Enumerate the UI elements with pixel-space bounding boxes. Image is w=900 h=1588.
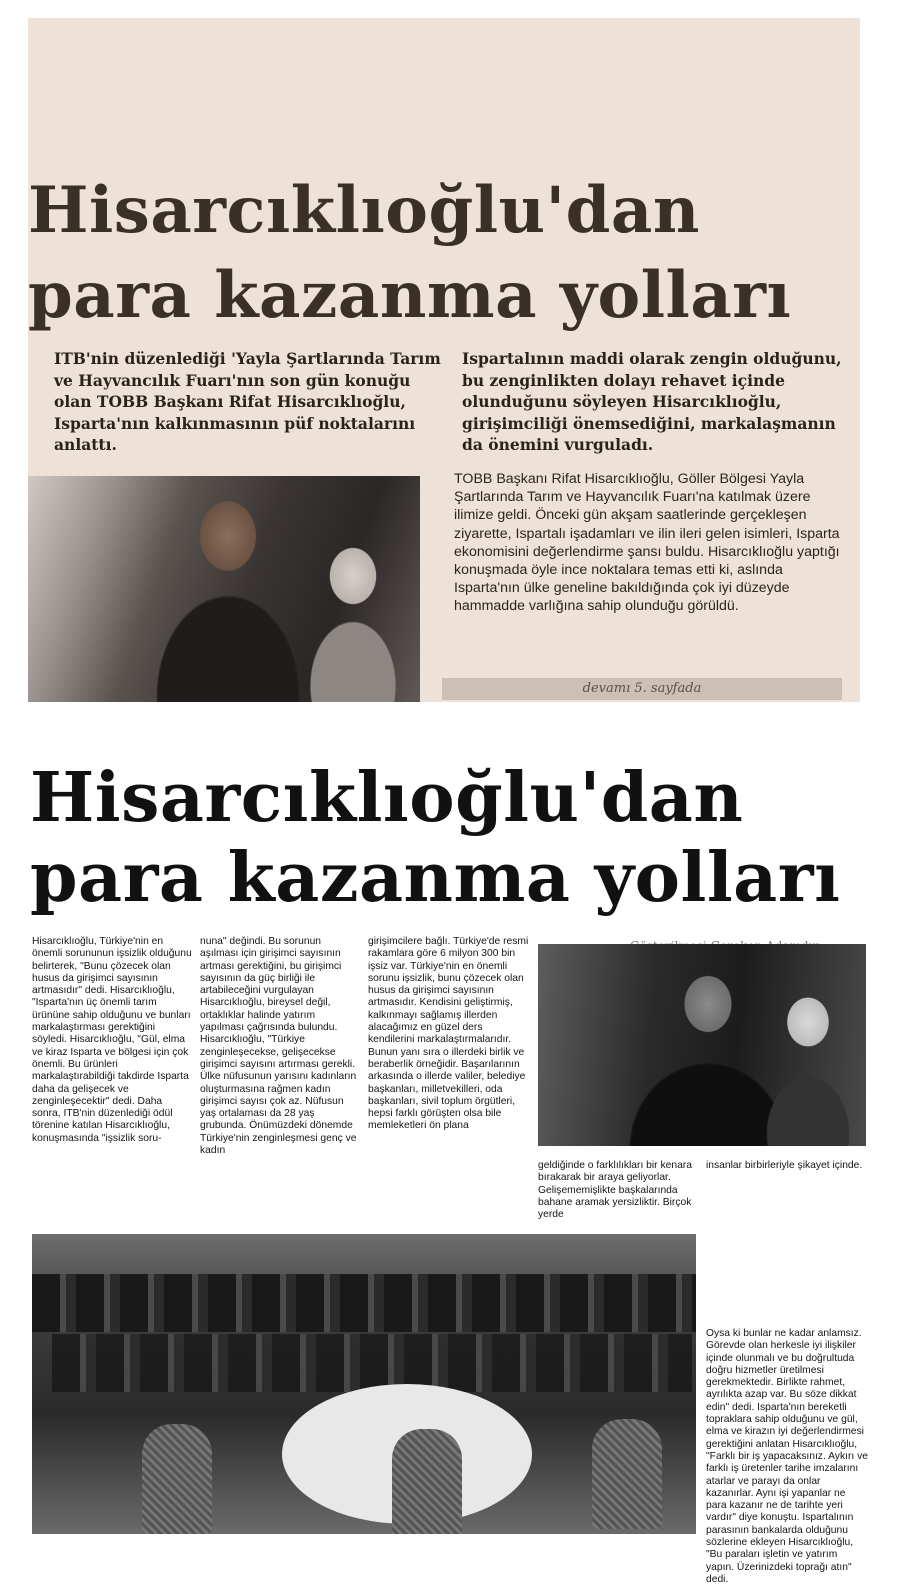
attendees-back-row	[32, 1274, 696, 1332]
lede-right: Ispartalının maddi olarak zengin olduğunu, bu zenginlikten dolayı rehavet içinde olunduğunu söyleyen Hisarcıklıoğlu, girişimciliği önemsediğini, markalaşmanın da önemini vurguladı.	[462, 349, 842, 454]
chair	[142, 1424, 212, 1534]
speaker-figure	[138, 476, 318, 702]
article-column-5: insanlar birbirleriyle şikayet içinde.	[706, 1160, 863, 1171]
headline-line-2: para kazanma yolları	[28, 258, 792, 333]
lede-left: ITB'nin düzenlediği 'Yayla Şartlarında Tarım ve Hayvancılık Fuarı'nın son gün konuğu olan TOBB Başkanı Rifat Hisarcıklıoğlu, Isparta'nın kalkınmasının püf noktalarını anlattı.	[54, 349, 441, 454]
continued-note: devamı 5. sayfada	[442, 678, 842, 700]
background-person	[298, 536, 408, 702]
banquet-photo	[32, 1234, 696, 1534]
article-column-4: geldiğinde o farklılıkları bir kenara bırakarak bir araya geliyorlar. Gelişememişlikte başkalarında bahane aramak yersizliktir. Birçok yerde	[538, 1160, 692, 1221]
speaker-photo	[28, 476, 420, 702]
speaker-photo	[538, 944, 866, 1146]
article-column-3: girişimcilere bağlı. Türkiye'de resmi rakamlara göre 6 milyon 300 bin işsiz var. Türkiye'nin en önemli sorunu işsizlik, bunu çözecek olan husus da girişimci sayısının artmasıdır. Kendisini geliştirmiş, kalkınmayı sağlamış illerden alacağımız en güzel ders kendilerini markalaştırmalarıdır. Bunun yanı sıra o illerdeki birlik ve beraberlik örneğidir. Başarılarının arkasında o illerde valiler, belediye başkanları, milletvekilleri, oda başkanları, sivil toplum örgütleri, hepsi farklı görüşten olsa bile memleketleri ön plana	[368, 936, 529, 1132]
headline-line-1: Hisarcıklıoğlu'dan	[28, 173, 700, 248]
attendees-front-row	[52, 1334, 692, 1392]
article-column-6: Oysa ki bunlar ne kadar anlamsız. Görevde olan herkesle iyi ilişkiler içinde olunmalı ve bu doğrultuda doğru hizmetler üretilmesi gerekmektedir. Birlikte rahmet, ayrılıkta azap var. Bu söze dikkat edin" dedi. Isparta'nın bereketli topraklara sahip olduğunu ve gül, elma ve kirazın iyi değerlendirmesi gerektiğini anlatan Hisarcıklıoğlu, "Farklı bir iş yapacaksınız. Aykırı ve farklı iş üretenler tarihe imzalarını atarlar ve parayı da onlar kazanırlar. Aynı işi yapanlar ne para kazanır ne de tarihte yeri vardır" diye konuştu. Ispartalının parasının bankalarda olduğunu sözlerine ekleyen Hisarcıklıoğlu, "Bu paraları işletin ve yatırım yapın. Üzerinizdeki toprağı atın" dedi.	[706, 1328, 868, 1585]
newspaper-clipping-1	[28, 18, 860, 702]
headline-line-2: para kazanma yolları	[30, 838, 841, 918]
article-body: TOBB Başkanı Rifat Hisarcıklıoğlu, Göller Bölgesi Yayla Şartlarında Tarım ve Hayvancılık Fuarı'na katılmak üzere ilimize geldi. Önceki gün akşam saatlerinde gerçekleşen ziyarette, Ispartalı işadamları ve ilin ileri gelen isimleri, Isparta ekonomisini değerlendirme şansı buldu. Hisarcıklıoğlu yaptığı konuşmada öyle ince noktalara temas etti ki, aslında Isparta'nın ülke geneline bakıldığında çok iyi düzeyde hammadde varlığına sahip olunduğu görüldü.	[454, 471, 840, 615]
newspaper-clipping-2	[30, 748, 872, 1585]
article-column-1: Hisarcıklıoğlu, Türkiye'nin en önemli sorununun işsizlik olduğunu belirterek, "Bunu çözecek olan husus da girişimci sayısının artmasıdır" dedi. Hisarcıklıoğlu, "Isparta'nın üç önemli tarım ürününe sahip olduğunu ve bunları markalaştırması gerektiğini söyledi. Hisarcıklıoğlu, "Gül, elma ve kiraz Isparta ve bölgesi için çok önemli. Bu ürünleri markalaştırabildiği takdirde Isparta daha da gelişecek ve zenginleşecektir" dedi. Daha sonra, ITB'nin düzenlediği ödül törenine katılan Hisarcıklıoğlu, konuşmasında "işsizlik soru-	[32, 936, 192, 1144]
headline-line-1: Hisarcıklıoğlu'dan	[30, 758, 744, 838]
article-column-2: nuna" değindi. Bu sorunun aşılması için girişimci sayısının artması gerektiğini, bu girişimci sayısının da güç birliği ile artabileceğini vurgulayan Hisarcıklıoğlu, bireysel değil, ortaklıklar halinde yatırım yapılması çağrısında bulundu. Hisarcıklıoğlu, "Türkiye zenginleşecekse, gelişecekse girişimci sayısını artırması gerekli. Ülke nüfusunun yarısını kadınların oluşturmasına rağmen kadın girişimci sayısı çok az. Nüfusun yaş ortalaması da 28 yaş grubunda. Önümüzdeki dönemde Türkiye'nin zenginleşmesi genç ve kadın	[200, 936, 357, 1157]
background-person	[748, 984, 858, 1146]
chair	[392, 1429, 462, 1534]
chair	[592, 1419, 662, 1529]
